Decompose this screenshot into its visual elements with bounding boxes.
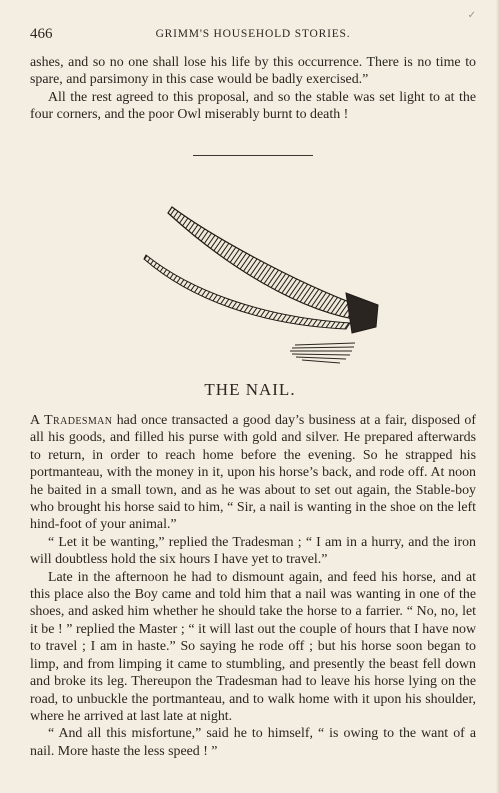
opening-small-caps: A Tradesman — [30, 413, 113, 428]
paragraph — [30, 412, 476, 534]
previous-story-ending — [30, 54, 476, 124]
nail-illustration — [140, 195, 380, 375]
paragraph: “ And all this misfortune,” said he to himself, “ is owing to the want of a nail. More haste the less speed ! ” — [30, 726, 476, 759]
paragraph: “ Let it be wanting,” replied the Tradesman ; “ I am in a hurry, and the iron will doubtless hold the six hours I have yet to travel.” — [30, 534, 476, 568]
shadow-hatching — [290, 343, 355, 363]
paragraph: All the rest agreed to this proposal, and so the stable was set light to at the four corners, and the poor Owl miserably burnt to death ! — [30, 89, 476, 123]
page-number: 466 — [30, 26, 53, 42]
paragraph: Late in the afternoon he had to dismount again, and feed his horse, and at this place also the Boy came and told him that a nail was wanting in one of the shoes, and asked him whether he should take the horse to a farrier. “ No, no, let it be ! ” replied the Master ; “ it will last out the couple of hours that I have now to travel ; I am in haste.” So saying he rode off ; but his horse soon began to limp, and from limping it came to stumbling, and presently the beast fell down and broke its leg. Thereupon the Tradesman had to leave his horse lying on the road, to unbuckle the portmanteau, and to walk home with it upon his shoulder, where he arrived at last late at night. — [30, 569, 476, 724]
opening-rest: had once transacted a good day’s business at a fair, disposed of all his goods, and filled his purse with gold and silver. He prepared afterwards to return, in order to reach home before the evening. So he strapped his portmanteau, with the money in it, upon his horse’s back, and rode off. At noon he baited in a small town, and as he was about to set out again, the Stable-boy who brought his horse said to him, “ Sir, a nail is wanting in the shoe on the left hind-foot of your animal.” — [30, 413, 476, 533]
nail-shaft — [168, 207, 366, 321]
story-title: THE NAIL. — [204, 380, 296, 399]
nail-head — [346, 293, 378, 333]
section-divider — [193, 155, 313, 156]
running-head: GRIMM'S HOUSEHOLD STORIES. — [155, 28, 351, 40]
pencil-mark: ✓ — [467, 10, 476, 21]
page-header — [30, 10, 476, 44]
story-text — [30, 412, 476, 760]
paragraph: ashes, and so no one shall lose his life by this occurrence. There is no time to spare, and parsimony in this case would be badly exercised.” — [30, 55, 476, 88]
